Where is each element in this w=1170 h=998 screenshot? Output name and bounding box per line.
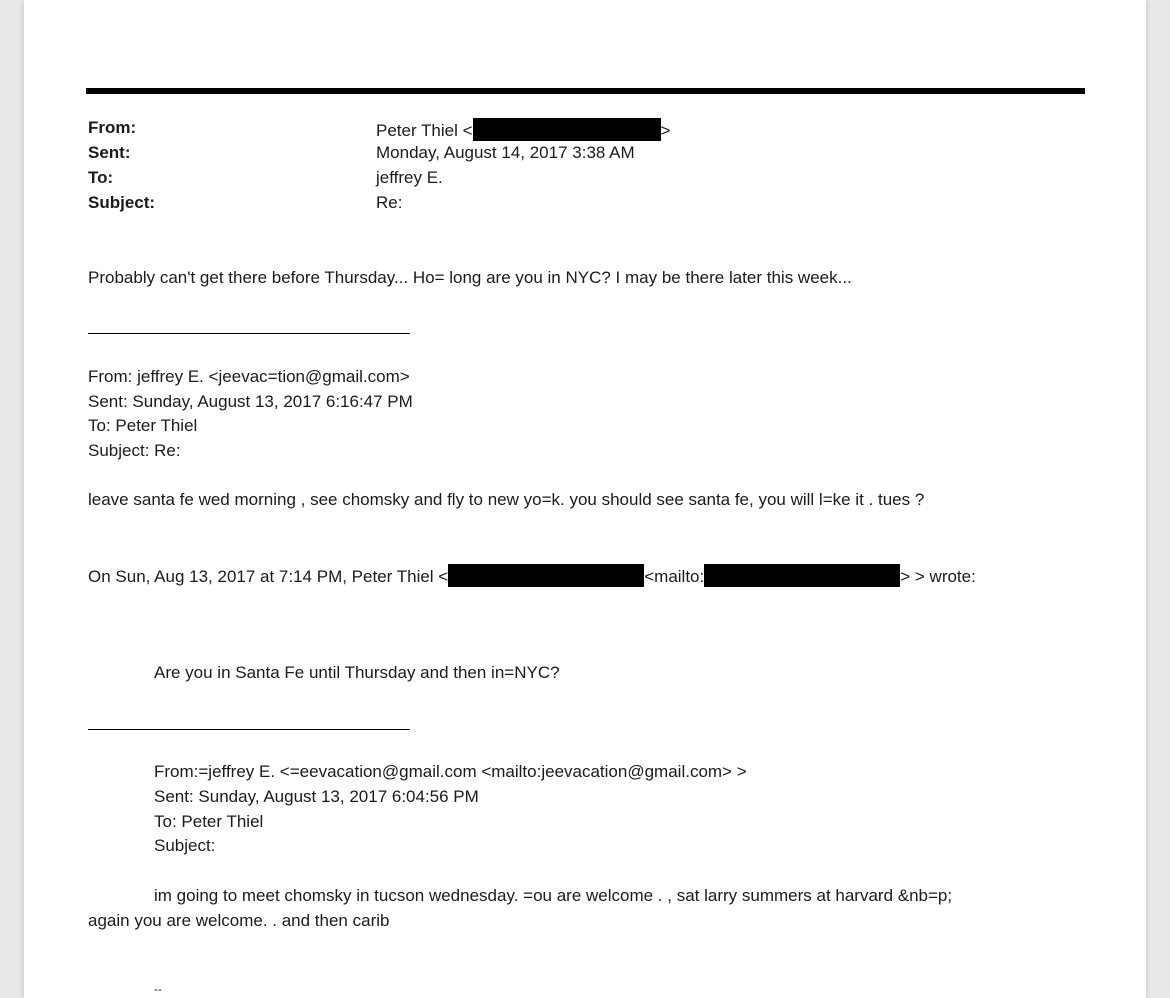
redaction-bar bbox=[448, 564, 644, 587]
from-close: > bbox=[660, 121, 671, 140]
quoted-sent: Sent: Sunday, August 13, 2017 6:16:47 PM bbox=[88, 392, 413, 411]
document-page bbox=[24, 0, 1146, 998]
quoted-subject-3: Subject: bbox=[154, 836, 216, 855]
message-body: Probably can't get there before Thursday... Ho= long are you in NYC? I may be there later this week... bbox=[88, 268, 852, 287]
header-divider bbox=[86, 88, 1085, 94]
quoted-subject: Subject: Re: bbox=[88, 441, 181, 460]
redaction-bar bbox=[473, 118, 661, 141]
sent-label: Sent: bbox=[88, 143, 131, 162]
wrote-line bbox=[88, 564, 976, 587]
quoted-to-3: To: Peter Thiel bbox=[154, 812, 264, 831]
quoted-body-3-line2: again you are welcome. . and then carib bbox=[88, 911, 390, 930]
quote-divider-2 bbox=[88, 729, 410, 730]
signature-separator: -- bbox=[154, 982, 162, 996]
redaction-bar bbox=[704, 564, 900, 587]
from-label: From: bbox=[88, 118, 137, 137]
quoted-from-3: From:=jeffrey E. <=eevacation@gmail.com <mailto:jeevacation@gmail.com> > bbox=[154, 762, 747, 781]
subject-value: Re: bbox=[376, 193, 403, 212]
wrote-prefix: On Sun, Aug 13, 2017 at 7:14 PM, Peter Thiel < bbox=[88, 567, 449, 586]
sent-value: Monday, August 14, 2017 3:38 AM bbox=[376, 143, 635, 162]
quoted-body-3-line1: im going to meet chomsky in tucson wednesday. =ou are welcome . , sat larry summers at harvard &nb=p; bbox=[154, 886, 953, 905]
quoted-body-2: Are you in Santa Fe until Thursday and then in=NYC? bbox=[154, 663, 560, 682]
quote-divider bbox=[88, 333, 410, 334]
quoted-body: leave santa fe wed morning , see chomsky and fly to new yo=k. you should see santa fe, you will l=ke it . tues ? bbox=[88, 490, 925, 509]
wrote-suffix: > > wrote: bbox=[900, 567, 976, 586]
to-value: jeffrey E. bbox=[376, 168, 443, 187]
quoted-sent-3: Sent: Sunday, August 13, 2017 6:04:56 PM bbox=[154, 787, 479, 806]
quoted-to: To: Peter Thiel bbox=[88, 416, 198, 435]
quoted-from: From: jeffrey E. <jeevac=tion@gmail.com> bbox=[88, 367, 410, 386]
wrote-mailto: <mailto: bbox=[644, 567, 705, 586]
subject-label: Subject: bbox=[88, 193, 156, 212]
to-label: To: bbox=[88, 168, 114, 187]
from-name: Peter Thiel < bbox=[376, 121, 473, 140]
from-value bbox=[376, 118, 670, 141]
